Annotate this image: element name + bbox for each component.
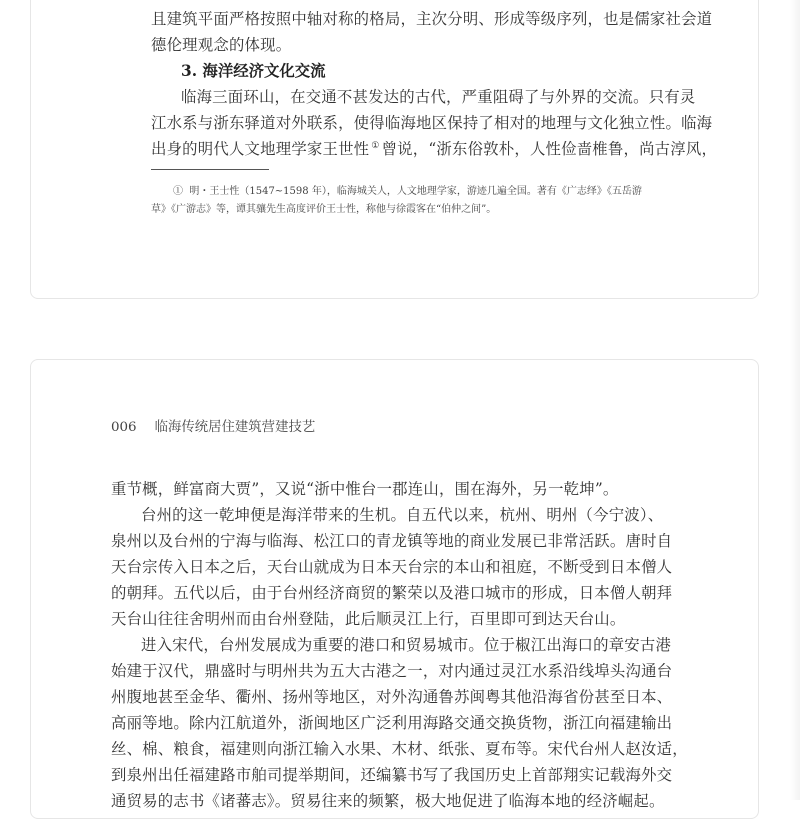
body-line: 高丽等地。除内江航道外，浙闽地区广泛利用海路交通交换货物，浙江向福建输出 xyxy=(111,714,673,732)
body-line: 且建筑平面严格按照中轴对称的格局，主次分明、形成等级序列，也是儒家社会道 xyxy=(151,10,713,28)
body-line: 台州的这一乾坤便是海洋带来的生机。自五代以来，杭州、明州（今宁波）、 xyxy=(141,506,664,524)
footnote-marker: ① xyxy=(173,186,183,197)
page-bottom xyxy=(30,359,759,819)
footnote-line: 草》《广游志》等，谭其骧先生高度评价王士性，称他与徐霞客在“伯仲之间”。 xyxy=(151,204,497,215)
body-line: 的朝拜。五代以后，由于台州经济商贸的繁荣以及港口城市的形成，日本僧人朝拜 xyxy=(111,584,673,602)
running-title: 临海传统居住建筑营建技艺 xyxy=(154,420,316,435)
section-heading: 3. 海洋经济文化交流 xyxy=(181,62,326,80)
body-line: 到泉州出任福建路市舶司提举期间，还编纂书写了我国历史上首部翔实记载海外交 xyxy=(111,766,673,784)
body-line: 始建于汉代，鼎盛时与明州共为五大古港之一，对内通过灵江水系沿线埠头沟通台 xyxy=(111,662,673,680)
body-line: 临海三面环山，在交通不甚发达的古代，严重阻碍了与外界的交流。只有灵 xyxy=(181,88,696,106)
footnote-line xyxy=(173,182,642,197)
body-line: 丝、棉、粮食，福建则向浙江输入水果、木材、纸张、夏布等。宋代台州人赵汝适， xyxy=(111,740,688,758)
page-top xyxy=(30,0,759,299)
footnote-reference[interactable]: ① xyxy=(371,140,380,151)
footnote-text: 明・王士性（1547~1598 年），临海城关人，人文地理学家，游迹几遍全国。著有《广志绎》《五岳游 xyxy=(189,186,642,197)
body-line: 通贸易的志书《诸蕃志》。贸易往来的频繁，极大地促进了临海本地的经济崛起。 xyxy=(111,792,665,810)
body-line: 州腹地甚至金华、衢州、扬州等地区，对外沟通鲁苏闽粤其他沿海省份甚至日本、 xyxy=(111,688,673,706)
body-line: 江水系与浙东驿道对外联系，使得临海地区保持了相对的地理与文化独立性。临海 xyxy=(151,114,713,132)
viewer-edge xyxy=(790,0,800,800)
body-line: 天台宗传入日本之后，天台山就成为日本天台宗的本山和祖庭，不断受到日本僧人 xyxy=(111,558,673,576)
running-header xyxy=(111,416,315,435)
body-line xyxy=(151,137,717,159)
body-line: 泉州以及台州的宁海与临海、松江口的青龙镇等地的商业发展已非常活跃。唐时自 xyxy=(111,532,673,550)
body-line-text: 出身的明代人文地理学家王世性 xyxy=(151,140,370,158)
body-line: 天台山往往舍明州而由台州登陆，此后顺灵江上行，百里即可到达天台山。 xyxy=(111,610,626,628)
body-line: 进入宋代，台州发展成为重要的港口和贸易城市。位于椒江出海口的章安古港 xyxy=(141,636,672,654)
footnote-divider xyxy=(151,169,269,170)
body-line-text: 曾说，“浙东俗敦朴，人性俭啬椎鲁，尚古淳风， xyxy=(381,140,718,158)
body-line: 重节概，鲜富商大贾”，又说“浙中惟台一郡连山，围在海外，另一乾坤”。 xyxy=(111,480,619,498)
page-number: 006 xyxy=(111,420,137,435)
body-line: 德伦理观念的体现。 xyxy=(151,36,292,54)
